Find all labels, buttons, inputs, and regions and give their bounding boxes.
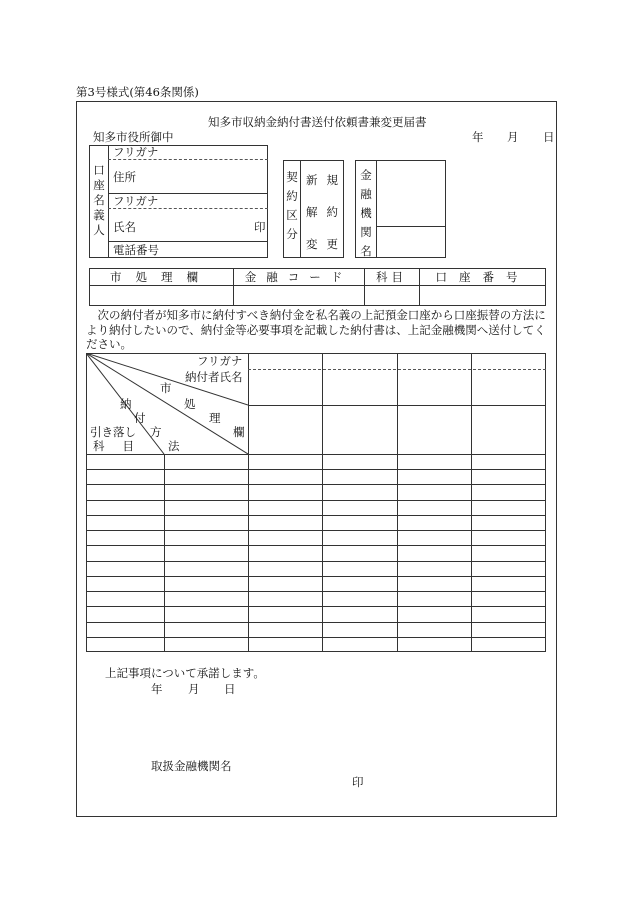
payer-row-1-cell-4[interactable]: [323, 455, 396, 468]
codes-input-city[interactable]: [90, 286, 232, 305]
payer-row-9-cell-5[interactable]: [398, 577, 470, 590]
payer-furigana-header: フリガナ: [197, 354, 243, 368]
payer-row-1-cell-2[interactable]: [165, 455, 247, 468]
payer-row-3-cell-5[interactable]: [398, 485, 470, 498]
payer-row-2-cell-4[interactable]: [323, 470, 396, 483]
payer-row-13-cell-1[interactable]: [87, 638, 163, 651]
approval-day-label: 日: [224, 682, 236, 696]
payer-row-6-cell-2[interactable]: [165, 531, 247, 544]
payer-row-2-cell-6[interactable]: [472, 470, 545, 483]
payer-row-5-cell-5[interactable]: [398, 516, 470, 529]
payer-row-13-cell-4[interactable]: [323, 638, 396, 651]
institution-name-label: 取扱金融機関名: [151, 759, 232, 773]
payer-row-1-cell-3[interactable]: [249, 455, 321, 468]
codes-input-bank-code[interactable]: [234, 286, 363, 305]
payer-row-11-cell-5[interactable]: [398, 607, 470, 620]
payer-row-9-cell-2[interactable]: [165, 577, 247, 590]
payer-1-furigana-cell[interactable]: [249, 354, 321, 368]
payer-row-11-cell-1[interactable]: [87, 607, 163, 620]
payer-row-8-cell-3[interactable]: [249, 562, 321, 575]
payer-row-7-cell-5[interactable]: [398, 546, 470, 559]
payer-row-7-cell-6[interactable]: [472, 546, 545, 559]
payer-row-8-cell-6[interactable]: [472, 562, 545, 575]
addressee: 知多市役所御中: [93, 130, 174, 144]
payer-row-7-cell-2[interactable]: [165, 546, 247, 559]
city-processing-header: [150, 380, 151, 381]
payer-row-1-cell-6[interactable]: [472, 455, 545, 468]
payer-row-10-cell-6[interactable]: [472, 592, 545, 605]
codes-input-account[interactable]: [420, 286, 545, 305]
contract-option-change[interactable]: 変 更: [306, 237, 338, 251]
codes-input-subject[interactable]: [365, 286, 418, 305]
payer-row-6-cell-5[interactable]: [398, 531, 470, 544]
payer-row-4-cell-1[interactable]: [87, 501, 163, 514]
payer-row-12-cell-4[interactable]: [323, 623, 396, 636]
payer-row-13-cell-6[interactable]: [472, 638, 545, 651]
bank-name-label: 金融機関名: [360, 168, 372, 258]
payer-row-4-cell-2[interactable]: [165, 501, 247, 514]
payer-4-furigana-cell[interactable]: [472, 354, 545, 368]
payer-row-2-cell-3[interactable]: [249, 470, 321, 483]
payer-3-city-cell[interactable]: [398, 406, 470, 453]
form-title: 知多市収納金納付書送付依頼書兼変更届書: [208, 115, 427, 129]
account-holder-label: 口座名義人: [93, 163, 105, 237]
payer-name-header: 納付者氏名: [185, 370, 243, 384]
institution-seal: 印: [352, 775, 364, 789]
payer-row-5-cell-1[interactable]: [87, 516, 163, 529]
payer-row-5-cell-2[interactable]: [165, 516, 247, 529]
payer-1-name-cell[interactable]: [249, 370, 321, 404]
codes-header-account: 口座番号: [435, 270, 530, 284]
request-text: 次の納付者が知多市に納付すべき納付金を私名義の上記預金口座から口座振替の方法により納付したいので、納付金等必要事項を記載した納付書は、上記金融機関へ送付してください。: [86, 308, 546, 351]
payer-row-10-cell-1[interactable]: [87, 592, 163, 605]
payer-row-11-cell-3[interactable]: [249, 607, 321, 620]
payer-row-12-cell-1[interactable]: [87, 623, 163, 636]
payer-row-3-cell-6[interactable]: [472, 485, 545, 498]
codes-header-city: 市処理欄: [110, 270, 212, 284]
payer-row-12-cell-2[interactable]: [165, 623, 247, 636]
payer-row-10-cell-5[interactable]: [398, 592, 470, 605]
payer-row-11-cell-4[interactable]: [323, 607, 396, 620]
payer-row-2-cell-5[interactable]: [398, 470, 470, 483]
payer-row-5-cell-4[interactable]: [323, 516, 396, 529]
codes-header-bank-code: 金融コード: [244, 270, 353, 284]
payer-2-furigana-cell[interactable]: [323, 354, 396, 368]
payer-row-4-cell-6[interactable]: [472, 501, 545, 514]
payer-4-city-cell[interactable]: [472, 406, 545, 453]
payer-row-9-cell-3[interactable]: [249, 577, 321, 590]
payer-row-10-cell-4[interactable]: [323, 592, 396, 605]
payer-row-4-cell-5[interactable]: [398, 501, 470, 514]
furigana-field-1[interactable]: フリガナ: [113, 145, 159, 159]
payer-row-6-cell-4[interactable]: [323, 531, 396, 544]
payer-row-12-cell-6[interactable]: [472, 623, 545, 636]
seal-mark: 印: [254, 220, 266, 234]
payer-row-2-cell-2[interactable]: [165, 470, 247, 483]
payer-row-3-cell-2[interactable]: [165, 485, 247, 498]
phone-field[interactable]: 電話番号: [113, 243, 159, 257]
city-processing-text: [150, 380, 154, 393]
approval-text: 上記事項について承諾します。: [105, 666, 265, 680]
payer-3-furigana-cell[interactable]: [398, 354, 470, 368]
payer-3-name-cell[interactable]: [398, 370, 470, 404]
payer-row-7-cell-1[interactable]: [87, 546, 163, 559]
payer-row-3-cell-4[interactable]: [323, 485, 396, 498]
payer-2-city-cell[interactable]: [323, 406, 396, 453]
payer-row-8-cell-1[interactable]: [87, 562, 163, 575]
contract-option-new[interactable]: 新 規: [306, 173, 338, 187]
payer-row-3-cell-3[interactable]: [249, 485, 321, 498]
payer-row-9-cell-4[interactable]: [323, 577, 396, 590]
payer-1-city-cell[interactable]: [249, 406, 321, 453]
payer-2-name-cell[interactable]: [323, 370, 396, 404]
approval-month-label: 月: [188, 682, 200, 696]
payer-row-12-cell-3[interactable]: [249, 623, 321, 636]
payer-row-13-cell-2[interactable]: [165, 638, 247, 651]
date-month-label: 月: [507, 130, 519, 144]
address-field[interactable]: 住所: [113, 170, 136, 184]
payer-row-8-cell-2[interactable]: [165, 562, 247, 575]
payer-row-1-cell-1[interactable]: [87, 455, 163, 468]
payer-row-6-cell-1[interactable]: [87, 531, 163, 544]
payer-row-5-cell-3[interactable]: [249, 516, 321, 529]
payer-row-12-cell-5[interactable]: [398, 623, 470, 636]
name-field[interactable]: 氏名: [113, 220, 136, 234]
payer-row-10-cell-3[interactable]: [249, 592, 321, 605]
payer-row-11-cell-2[interactable]: [165, 607, 247, 620]
payer-row-2-cell-1[interactable]: [87, 470, 163, 483]
payer-row-9-cell-1[interactable]: [87, 577, 163, 590]
payer-row-11-cell-6[interactable]: [472, 607, 545, 620]
approval-year-label: 年: [151, 682, 163, 696]
payer-row-8-cell-5[interactable]: [398, 562, 470, 575]
payer-row-6-cell-3[interactable]: [249, 531, 321, 544]
payer-row-13-cell-5[interactable]: [398, 638, 470, 651]
payer-4-name-cell[interactable]: [472, 370, 545, 404]
payer-row-8-cell-4[interactable]: [323, 562, 396, 575]
payer-row-4-cell-3[interactable]: [249, 501, 321, 514]
payer-row-3-cell-1[interactable]: [87, 485, 163, 498]
form-number: 第3号様式(第46条関係): [76, 85, 199, 99]
date-year-label: 年: [472, 130, 484, 144]
contract-type-label: 契約区分: [286, 170, 298, 241]
payer-row-1-cell-5[interactable]: [398, 455, 470, 468]
payer-row-13-cell-3[interactable]: [249, 638, 321, 651]
payer-row-4-cell-4[interactable]: [323, 501, 396, 514]
payer-row-7-cell-3[interactable]: [249, 546, 321, 559]
codes-header-subject: 科目: [376, 270, 407, 284]
payer-row-10-cell-2[interactable]: [165, 592, 247, 605]
payer-row-5-cell-6[interactable]: [472, 516, 545, 529]
payer-row-7-cell-4[interactable]: [323, 546, 396, 559]
payer-row-9-cell-6[interactable]: [472, 577, 545, 590]
date-day-label: 日: [543, 130, 555, 144]
contract-option-cancel[interactable]: 解 約: [306, 205, 338, 219]
payer-row-6-cell-6[interactable]: [472, 531, 545, 544]
furigana-field-2[interactable]: フリガナ: [113, 194, 159, 208]
